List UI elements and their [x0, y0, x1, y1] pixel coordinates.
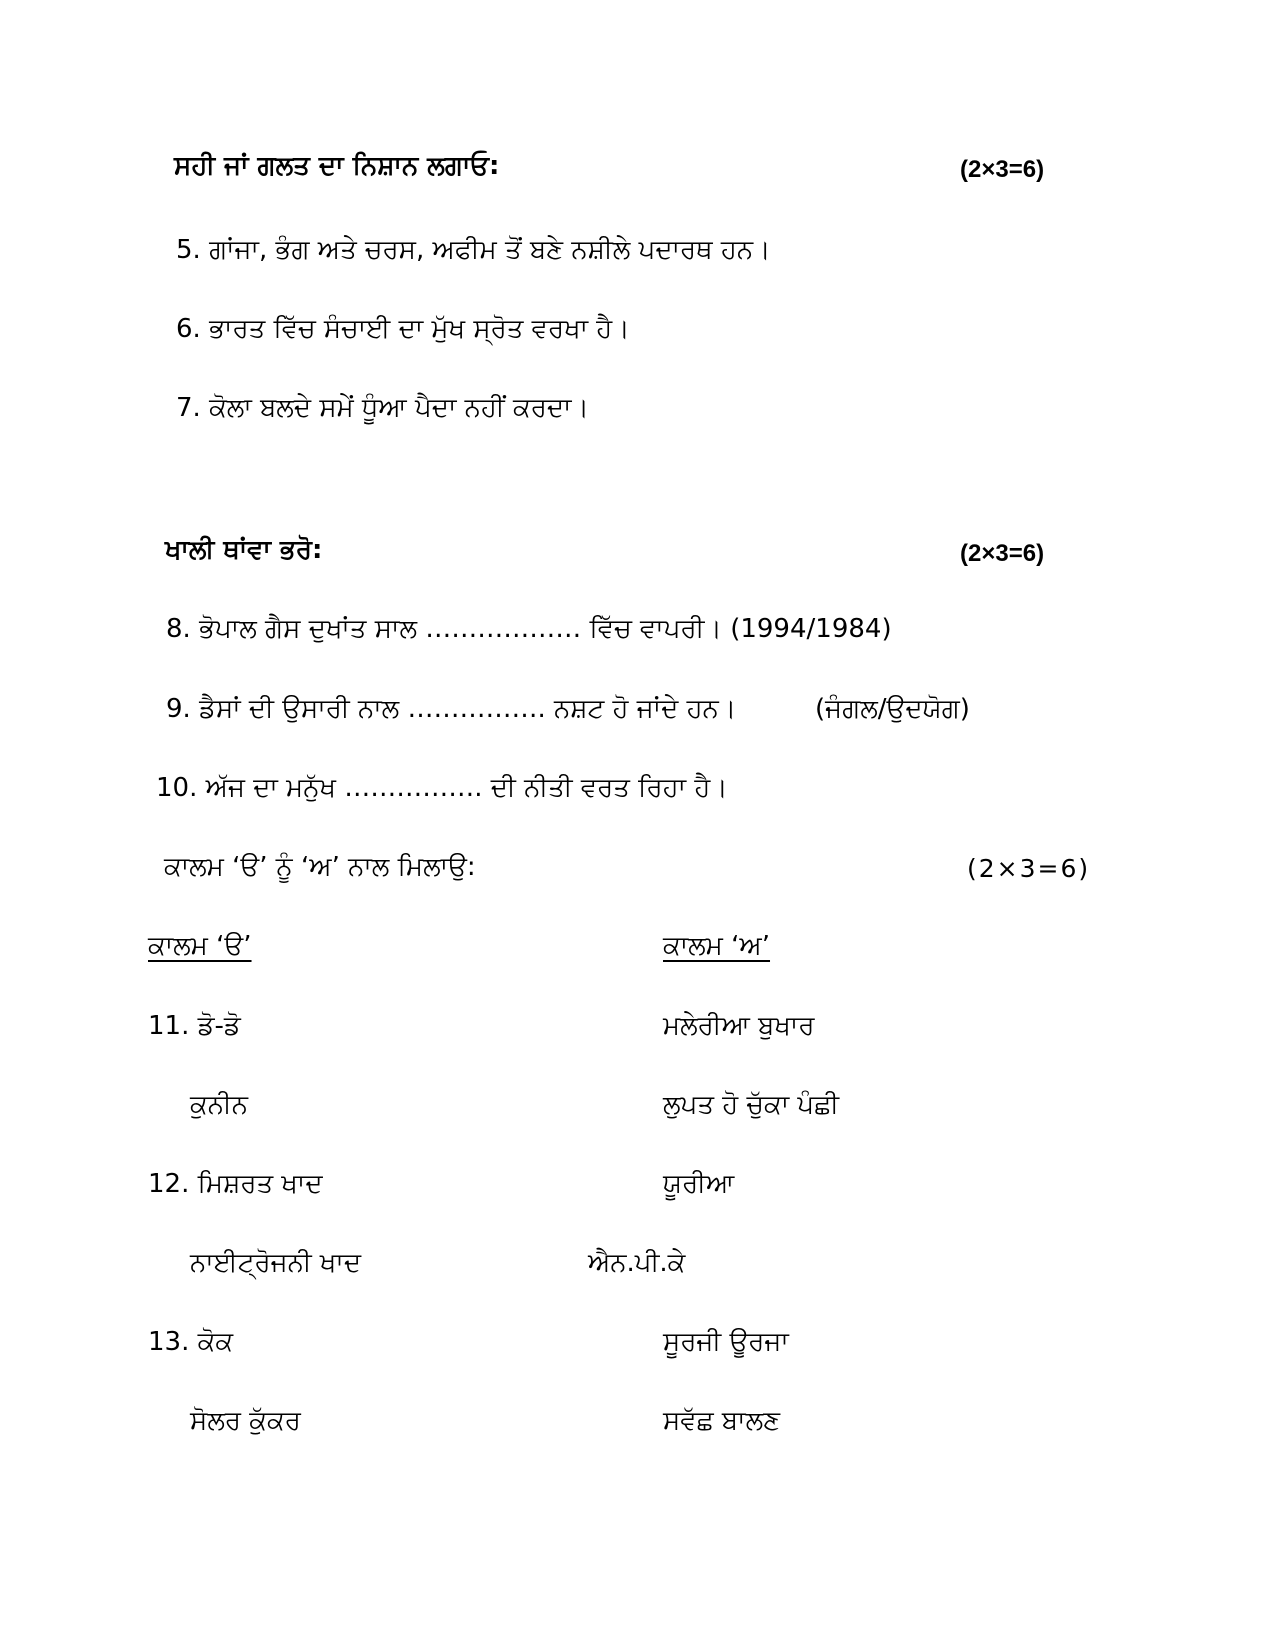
question-7: 7. ਕੋਲਾ ਬਲਦੇ ਸਮੇਂ ਧੂੰਆ ਪੈਦਾ ਨਹੀਂ ਕਰਦਾ।: [176, 393, 589, 423]
marks-true-false: (2×3=6): [960, 156, 1045, 183]
question-10: 10. ਅੱਜ ਦਾ ਮਨੁੱਖ ……………. ਦੀ ਨੀਤੀ ਵਰਤ ਰਿਹਾ ਹੈ।: [156, 773, 728, 803]
question-9-options: (ਜੰਗਲ/ਉਦਯੋਗ): [815, 694, 970, 724]
match-row-a-solar: ਸੋਲਰ ਕੁੱਕਰ: [190, 1406, 301, 1436]
question-8: 8. ਭੋਪਾਲ ਗੈਸ ਦੁਖਾਂਤ ਸਾਲ ……………… ਵਿੱਚ ਵਾਪਰੀ। (1994/1984): [166, 614, 892, 644]
marks-match: (2×3=6): [967, 854, 1091, 883]
match-row-b-2: ਲੁਪਤ ਹੋ ਚੁੱਕਾ ਪੰਛੀ: [663, 1090, 840, 1120]
column-a-header: ਕਾਲਮ ‘ੳ’: [148, 931, 252, 961]
section-heading-fill-blanks: ਖਾਲੀ ਥਾਂਵਾ ਭਰੋ:: [165, 535, 323, 565]
section-heading-match: ਕਾਲਮ ‘ੳ’ ਨੂੰ ‘ਅ’ ਨਾਲ ਮਿਲਾਉ:: [164, 852, 476, 882]
match-row-a-12: 12. ਮਿਸ਼ਰਤ ਖਾਦ: [148, 1169, 323, 1199]
match-row-b-4: ਐਨ.ਪੀ.ਕੇ: [588, 1248, 686, 1278]
match-row-a-11: 11. ਡੋ-ਡੋ: [148, 1011, 241, 1041]
section-heading-true-false: ਸਹੀ ਜਾਂ ਗਲਤ ਦਾ ਨਿਸ਼ਾਨ ਲਗਾਓ:: [174, 151, 500, 181]
marks-fill-blanks: (2×3=6): [960, 540, 1045, 567]
match-row-b-5: ਸੂਰਜੀ ਊਰਜਾ: [663, 1327, 789, 1357]
match-row-b-6: ਸਵੱਛ ਬਾਲਣ: [663, 1406, 781, 1436]
column-b-header: ਕਾਲਮ ‘ਅ’: [663, 931, 771, 961]
match-row-b-1: ਮਲੇਰੀਆ ਬੁਖਾਰ: [663, 1011, 815, 1041]
question-9: 9. ਡੈਸਾਂ ਦੀ ਉਸਾਰੀ ਨਾਲ ……………. ਨਸ਼ਟ ਹੋ ਜਾਂਦੇ ਹਨ।: [166, 694, 737, 724]
match-row-a-13: 13. ਕੋਕ: [148, 1327, 234, 1357]
match-row-b-3: ਯੂਰੀਆ: [663, 1169, 735, 1199]
match-row-a-nitrogen: ਨਾਈਟ੍ਰੋਜਨੀ ਖਾਦ: [190, 1248, 362, 1278]
match-row-a-kunin: ਕੁਨੀਨ: [190, 1090, 249, 1120]
question-6: 6. ਭਾਰਤ ਵਿੱਚ ਸੰਚਾਈ ਦਾ ਮੁੱਖ ਸ੍ਰੋਤ ਵਰਖਾ ਹੈ।: [176, 314, 630, 344]
question-5: 5. ਗਾਂਜਾ, ਭੰਗ ਅਤੇ ਚਰਸ, ਅਫੀਮ ਤੋਂ ਬਣੇ ਨਸ਼ੀਲੇ ਪਦਾਰਥ ਹਨ।: [176, 235, 771, 265]
